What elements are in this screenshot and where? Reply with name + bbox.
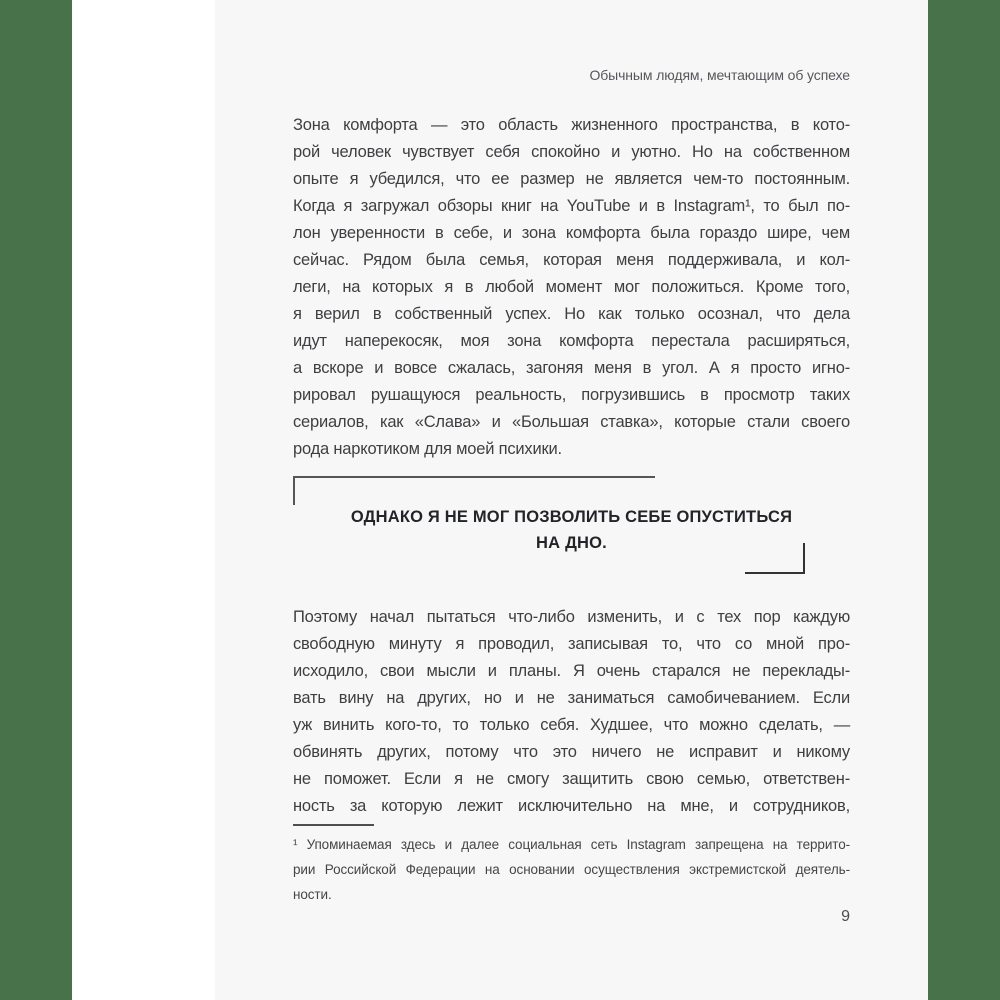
- text-line: исходило, свои мысли и планы. Я очень старался не переклады-: [293, 662, 850, 680]
- pull-quote-text: [293, 504, 850, 556]
- pull-quote-top-bracket: [293, 476, 655, 505]
- text-line: ности.: [293, 887, 332, 902]
- text-line: уж винить кого-то, то только себя. Худшее, что можно сделать, —: [293, 716, 850, 734]
- text-line: рировал рушащуюся реальность, погрузившись в просмотр таких: [293, 386, 850, 404]
- text-line: ¹ Упоминаемая здесь и далее социальная сеть Instagram запрещена на террито-: [293, 837, 850, 852]
- left-green-border: [0, 0, 72, 1000]
- footnote-text: [293, 832, 850, 907]
- text-line: а вскоре и вовсе сжалась, загоняя меня в угол. А я просто игно-: [293, 359, 850, 377]
- footnote-rule: [293, 824, 374, 826]
- text-line: леги, на которых я в любой момент мог положиться. Кроме того,: [293, 278, 850, 296]
- text-line: обвинять других, потому что это ничего не исправит и никому: [293, 743, 850, 761]
- text-line: рой человек чувствует себя спокойно и уютно. Но на собственном: [293, 143, 850, 161]
- text-line: вать вину на других, но и не заниматься самобичеванием. Если: [293, 689, 850, 707]
- text-line: рии Российской Федерации на основании осуществления экстремистской деятель-: [293, 862, 850, 877]
- running-header: Обычным людям, мечтающим об успехе: [589, 67, 850, 83]
- left-white-gutter: [72, 0, 215, 1000]
- footnote: [293, 824, 850, 907]
- text-line: не поможет. Если я не смогу защитить свою семью, ответствен-: [293, 770, 850, 788]
- text-line: рода наркотиком для моей психики.: [293, 440, 562, 458]
- text-line: ОДНАКО Я НЕ МОГ ПОЗВОЛИТЬ СЕБЕ ОПУСТИТЬСЯ: [350, 508, 793, 526]
- text-line: лон уверенности в себе, и зона комфорта была гораздо шире, чем: [293, 224, 850, 242]
- text-line: ность за которую лежит исключительно на мне, и сотрудников,: [293, 797, 850, 815]
- text-line: опыте я убедился, что ее размер не является чем-то постоянным.: [293, 170, 850, 188]
- right-green-border: [928, 0, 1000, 1000]
- text-line: идут наперекосяк, моя зона комфорта перестала расширяться,: [293, 332, 850, 350]
- text-line: Зона комфорта — это область жизненного пространства, в кото-: [293, 116, 850, 134]
- text-line: НА ДНО.: [536, 534, 607, 552]
- text-line: сериалов, как «Слава» и «Большая ставка», которые стали своего: [293, 413, 850, 431]
- paragraph-1: [293, 112, 850, 463]
- text-line: Когда я загружал обзоры книг на YouTube и в Instagram¹, то был по-: [293, 197, 850, 215]
- book-page: [215, 0, 928, 1000]
- text-line: я верил в собственный успех. Но как только осознал, что дела: [293, 305, 850, 323]
- text-line: Поэтому начал пытаться что-либо изменить, и с тех пор каждую: [293, 608, 850, 626]
- paragraph-2: [293, 604, 850, 820]
- text-line: сейчас. Рядом была семья, которая меня поддерживала, и кол-: [293, 251, 850, 269]
- pull-quote: [293, 476, 850, 578]
- text-line: свободную минуту я проводил, записывая то, что со мной про-: [293, 635, 850, 653]
- page-number: 9: [841, 908, 850, 925]
